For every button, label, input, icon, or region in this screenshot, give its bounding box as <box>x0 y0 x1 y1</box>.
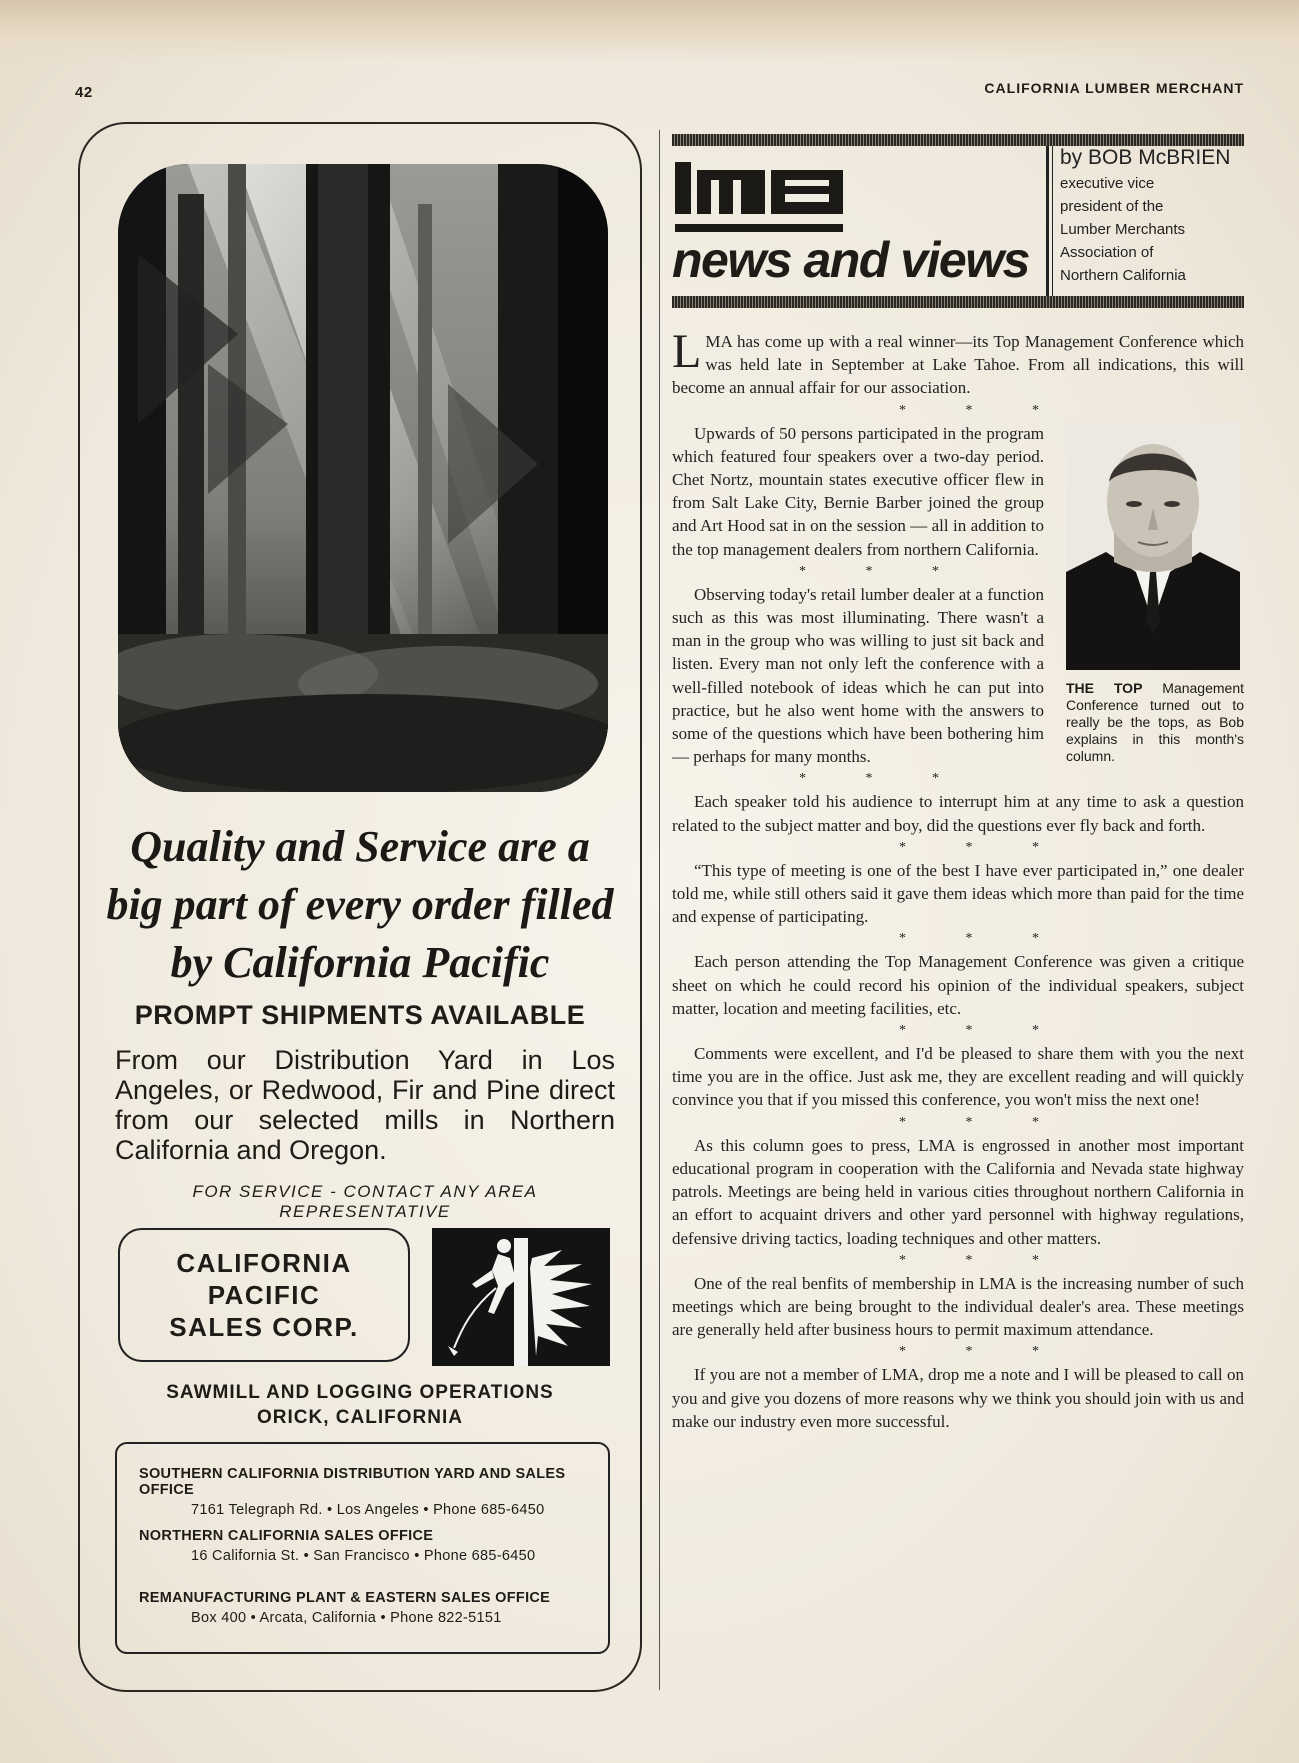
article-paragraph: One of the real benfits of membership in LMA is the increasing number of such meetings which are being brought to the individual dealer's area. These meetings are generally held after business hours to permit maximum attendance. <box>672 1273 1244 1340</box>
operations-location <box>100 1380 620 1430</box>
office-address: 16 California St. • San Francisco • Phone 685-6450 <box>191 1548 536 1564</box>
article-paragraph <box>672 325 1244 400</box>
article-paragraph: As this column goes to press, LMA is engrossed in another most important educational program in cooperation with the California and Nevada state highway patrols. Meetings are being held in various cities throughout northern California in an effort to acquaint drivers and other yard personnel with highway regulations, defensive driving tactics, loading techniques and other matters. <box>672 1135 1244 1248</box>
article-paragraph: Each person attending the Top Management Conference was given a critique sheet on which he could record his opinion of the individual speakers, subject matter, location and meeting facilities, etc. <box>672 952 1244 1018</box>
author-role-line: Lumber Merchants <box>1060 221 1186 238</box>
office-name: REMANUFACTURING PLANT & EASTERN SALES OFFICE <box>139 1590 551 1606</box>
photo-caption <box>1066 680 1244 765</box>
article-paragraph: Observing today's retail lumber dealer at a function such as this was most illuminating. There wasn't a man in the group who was willing to just sit back and listen. Every man not only left the conference with a well-filled notebook of ideas which he can put into practice, but he also went home with the answers to some of the questions which have been bothering him — perhaps for many months. <box>672 584 1044 767</box>
author-role-line: executive vice <box>1060 175 1155 192</box>
byline-block <box>1060 144 1250 287</box>
section-separator: * * * <box>899 1023 1067 1039</box>
running-head: CALIFORNIA LUMBER MERCHANT <box>984 80 1244 96</box>
ad-service-line: FOR SERVICE - CONTACT ANY AREA REPRESENTATIVE <box>192 1182 538 1221</box>
company-name-line: PACIFIC <box>207 1280 321 1310</box>
office-address: Box 400 • Arcata, California • Phone 822-5151 <box>191 1610 502 1626</box>
article-body <box>672 325 1244 1433</box>
operations-line: ORICK, CALIFORNIA <box>257 1407 463 1428</box>
section-separator: * * * <box>799 771 967 787</box>
section-separator: * * * <box>899 402 1067 418</box>
lma-logo <box>675 156 850 236</box>
drop-cap: L <box>672 325 702 378</box>
column-divider <box>659 130 660 1690</box>
byline-rule-thin <box>1052 146 1053 296</box>
section-separator: * * * <box>899 1114 1067 1130</box>
section-separator: * * * <box>899 839 1067 855</box>
author-portrait-photo <box>1066 422 1240 670</box>
office-name: SOUTHERN CALIFORNIA DISTRIBUTION YARD AND SALES OFFICE <box>139 1466 566 1498</box>
byline: by BOB McBRIEN <box>1060 146 1231 169</box>
byline-rule <box>1046 146 1049 296</box>
company-name-line: SALES CORP. <box>169 1312 359 1342</box>
article-paragraph: “This type of meeting is one of the best I have ever participated in,” one dealer told me, while still others said it gave them ideas which more than paid for the time and expense of participating. <box>672 860 1244 927</box>
column-header-rule-bottom <box>672 296 1244 308</box>
article-paragraph: Each speaker told his audience to interrupt him at any time to ask a question related to the subject matter and boy, did the questions ever fly back and forth. <box>672 792 1244 835</box>
ad-body-text: From our Distribution Yard in Los Angeles, or Redwood, Fir and Pine direct from our selected mills in Northern California and Oregon. <box>115 1045 615 1165</box>
section-separator: * * * <box>899 931 1067 947</box>
section-separator: * * * <box>899 1344 1067 1360</box>
column-title: news and views <box>672 232 1029 288</box>
section-separator: * * * <box>799 563 967 579</box>
page-top-edge <box>0 0 1299 62</box>
office-entry <box>139 1590 599 1626</box>
operations-line: SAWMILL AND LOGGING OPERATIONS <box>166 1382 554 1403</box>
office-entry <box>139 1466 599 1518</box>
logger-climbing-tree-icon <box>432 1228 610 1366</box>
article-paragraph: Comments were excellent, and I'd be pleased to share them with you the next time you are in the office. Just ask me, they are excellent reading and will quickly convince you that if you missed this conference, you won't miss the next one! <box>672 1044 1244 1110</box>
caption-text: Management Conference turned out to really be the tops, as Bob explains in this month's column. <box>1066 679 1244 764</box>
ad-headline: Quality and Service are a big part of every order filled by California Pacific <box>106 822 614 987</box>
article-paragraph: Upwards of 50 persons participated in the program which featured four speakers over a two-day period. Chet Nortz, mountain states executive officer flew in from Salt Lake City, Bernie Barber joined the group and Art Hood sat in on the session — all in addition to the top management dealers from northern California. <box>672 423 1044 559</box>
page-number: 42 <box>75 84 93 101</box>
ad-subhead: PROMPT SHIPMENTS AVAILABLE <box>134 1000 586 1030</box>
lma-logo-text: lma <box>759 205 763 207</box>
company-name-box <box>118 1228 410 1362</box>
author-role-line: president of the <box>1060 198 1164 215</box>
office-name: NORTHERN CALIFORNIA SALES OFFICE <box>139 1528 434 1544</box>
offices-box <box>115 1442 610 1654</box>
first-paragraph-text: MA has come up with a real winner—its Top Management Conference which was held late in September at Lake Tahoe. From all indications, this will become an annual affair for our association. <box>672 332 1244 398</box>
article-paragraph: If you are not a member of LMA, drop me a note and I will be pleased to call on you and give you dozens of more reasons why we think you should join with us and make our industry even more successful. <box>672 1365 1244 1431</box>
redwood-forest-photo <box>118 164 608 792</box>
author-role-line: Association of <box>1060 244 1154 261</box>
author-role-line: Northern California <box>1060 267 1186 284</box>
company-name-line: CALIFORNIA <box>176 1248 352 1278</box>
office-entry <box>139 1528 599 1564</box>
office-address: 7161 Telegraph Rd. • Los Angeles • Phone 685-6450 <box>191 1502 545 1518</box>
section-separator: * * * <box>899 1252 1067 1268</box>
author-photo-block <box>1066 422 1244 765</box>
caption-lead: THE TOP <box>1066 679 1143 696</box>
